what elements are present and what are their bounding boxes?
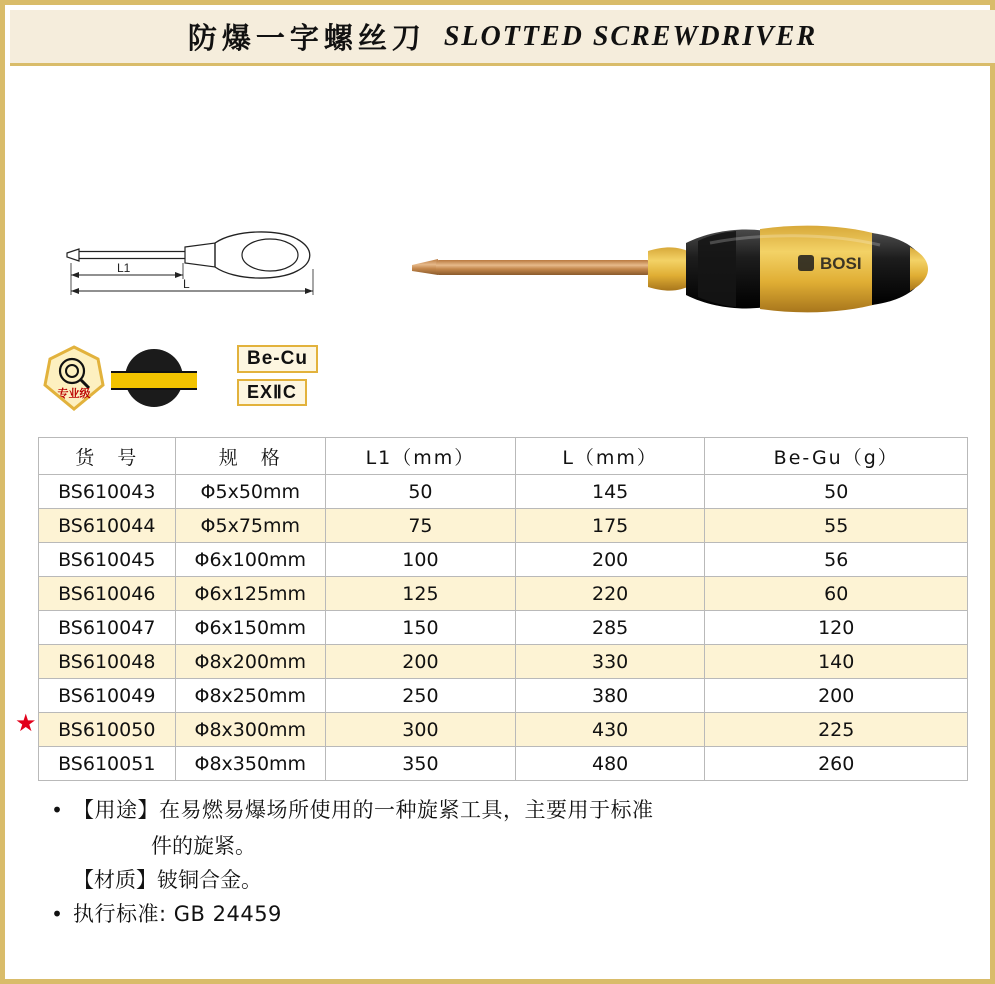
screwdriver-photo	[410, 203, 940, 343]
note-usage	[41, 793, 951, 827]
cell-code: BS610050	[39, 713, 176, 747]
cell-l: 380	[515, 679, 705, 713]
screwdriver-line-drawing	[65, 223, 325, 303]
cell-l1: 200	[326, 645, 516, 679]
product-image-area	[10, 63, 995, 333]
cell-weight: 50	[705, 475, 968, 509]
screwdriver-photo-svg	[410, 203, 940, 343]
note-standard	[41, 897, 951, 931]
cell-code: BS610044	[39, 509, 176, 543]
page-title-en: SLOTTED SCREWDRIVER	[443, 20, 818, 52]
cell-l: 220	[515, 577, 705, 611]
cell-l1: 350	[326, 747, 516, 781]
featured-row-star: ★	[15, 710, 37, 737]
cell-l: 330	[515, 645, 705, 679]
cell-weight: 60	[705, 577, 968, 611]
cell-spec: Φ8x350mm	[175, 747, 326, 781]
cell-weight: 225	[705, 713, 968, 747]
table-row	[39, 645, 968, 679]
cell-weight: 200	[705, 679, 968, 713]
professional-grade-badge	[41, 345, 107, 411]
table-row	[39, 475, 968, 509]
cell-weight: 56	[705, 543, 968, 577]
cell-code: BS610048	[39, 645, 176, 679]
specification-table	[38, 437, 968, 781]
cell-code: BS610043	[39, 475, 176, 509]
cell-l1: 300	[326, 713, 516, 747]
page-title-bar	[10, 10, 995, 66]
note-material-text: 【材质】铍铜合金。	[73, 868, 262, 892]
bullet-icon: •	[51, 902, 63, 926]
cell-code: BS610047	[39, 611, 176, 645]
column-header-code: 货 号	[39, 438, 176, 475]
table-header-row	[39, 438, 968, 475]
table-row	[39, 543, 968, 577]
cell-spec: Φ8x250mm	[175, 679, 326, 713]
table-row-featured	[39, 713, 968, 747]
professional-grade-label: 专业级	[57, 387, 91, 400]
cell-l1: 100	[326, 543, 516, 577]
cell-l: 285	[515, 611, 705, 645]
cell-l1: 50	[326, 475, 516, 509]
cell-code: BS610051	[39, 747, 176, 781]
cell-weight: 140	[705, 645, 968, 679]
note-usage-text-cont: 件的旋紧。	[151, 834, 256, 858]
cell-l1: 125	[326, 577, 516, 611]
cell-l: 430	[515, 713, 705, 747]
table-body	[39, 475, 968, 781]
cell-l: 175	[515, 509, 705, 543]
svg-text:BOSI: BOSI	[820, 254, 862, 273]
cell-spec: Φ8x300mm	[175, 713, 326, 747]
dimension-label-l: L	[183, 277, 190, 291]
cell-spec: Φ6x125mm	[175, 577, 326, 611]
cell-weight: 55	[705, 509, 968, 543]
non-sparking-bar	[111, 371, 197, 390]
table-row	[39, 747, 968, 781]
cell-l: 200	[515, 543, 705, 577]
badge-group	[41, 345, 361, 425]
column-header-l: L（mm）	[515, 438, 705, 475]
cell-spec: Φ6x150mm	[175, 611, 326, 645]
notes-section	[41, 793, 951, 933]
cell-spec: Φ8x200mm	[175, 645, 326, 679]
note-usage-text: 【用途】在易燃易爆场所使用的一种旋紧工具，主要用于标准	[73, 798, 654, 822]
table-row	[39, 509, 968, 543]
line-drawing-svg	[65, 223, 325, 303]
cell-l: 480	[515, 747, 705, 781]
non-sparking-icon	[125, 349, 183, 407]
note-standard-text: 执行标准: GB 24459	[73, 902, 282, 926]
cell-spec: Φ5x75mm	[175, 509, 326, 543]
cell-code: BS610049	[39, 679, 176, 713]
dimension-label-l1: L1	[117, 261, 131, 275]
cell-weight: 260	[705, 747, 968, 781]
column-header-weight: Be-Gu（g）	[705, 438, 968, 475]
bullet-icon: •	[51, 798, 63, 822]
column-header-spec: 规 格	[175, 438, 326, 475]
cell-spec: Φ5x50mm	[175, 475, 326, 509]
professional-grade-icon	[41, 345, 107, 411]
page-title-cn: 防爆一字螺丝刀	[187, 21, 426, 55]
cell-l1: 250	[326, 679, 516, 713]
cell-l1: 75	[326, 509, 516, 543]
cell-code: BS610046	[39, 577, 176, 611]
ex-rating-badge: EXⅡC	[237, 379, 307, 406]
cell-code: BS610045	[39, 543, 176, 577]
column-header-l1: L1（mm）	[326, 438, 516, 475]
table-row	[39, 679, 968, 713]
cell-weight: 120	[705, 611, 968, 645]
cell-l1: 150	[326, 611, 516, 645]
table-row	[39, 577, 968, 611]
cell-l: 145	[515, 475, 705, 509]
cell-spec: Φ6x100mm	[175, 543, 326, 577]
table-row	[39, 611, 968, 645]
material-badge: Be-Cu	[237, 345, 318, 373]
